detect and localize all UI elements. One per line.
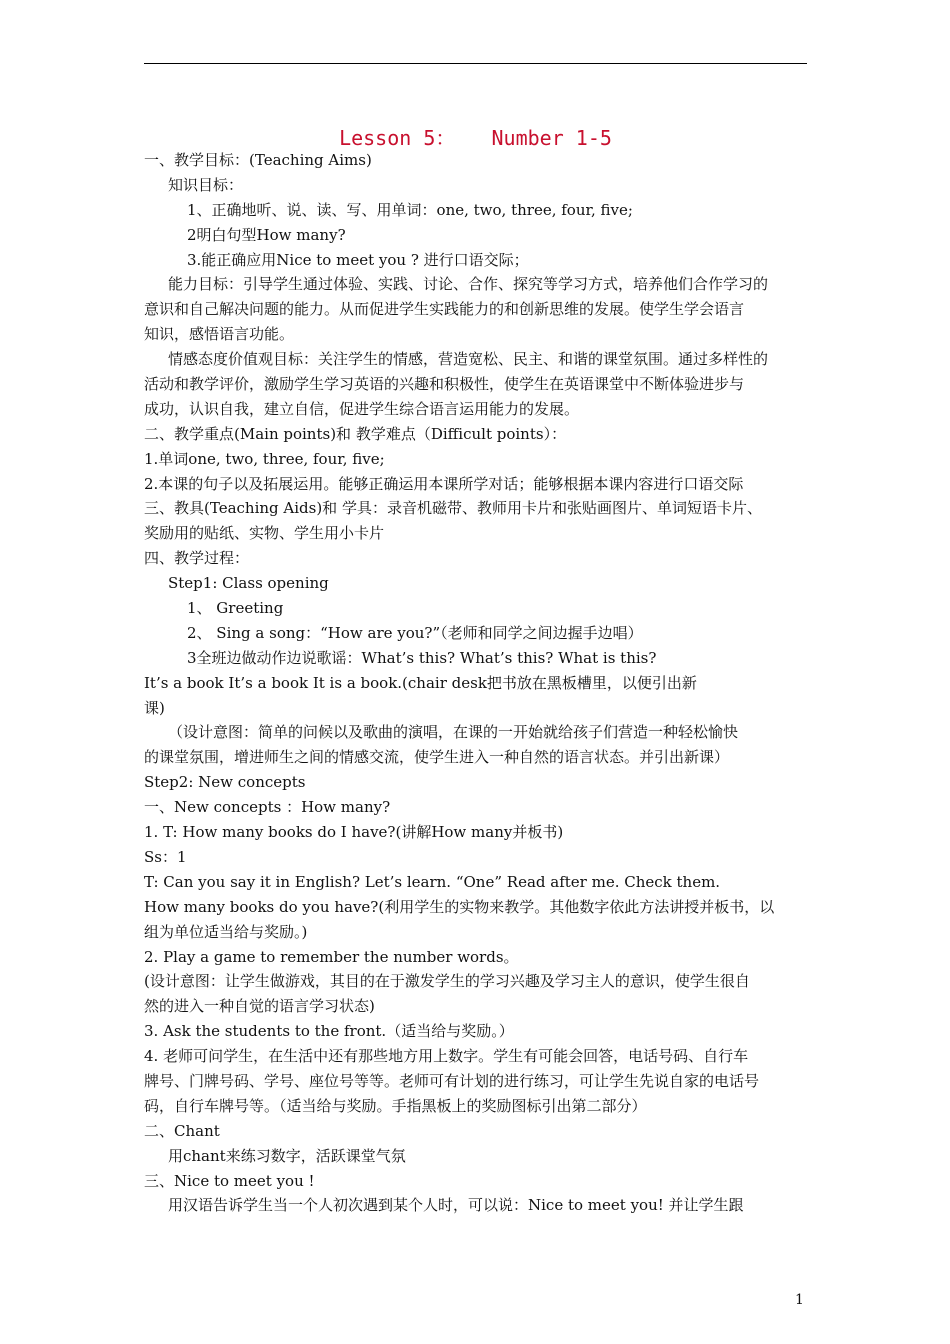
text-line: Ss：1 bbox=[144, 847, 187, 866]
text-line: 课) bbox=[144, 698, 165, 717]
text-line: 1. T: How many books do I have?(讲解How many并板书) bbox=[144, 823, 564, 842]
text-line: 用汉语告诉学生当一个人初次遇到某个人时，可以说：Nice to meet you! 并让学生跟 bbox=[168, 1196, 744, 1215]
text-line: T: Can you say it in English? Let’s learn. “One” Read after me. Check them. bbox=[144, 872, 721, 891]
text-line: 知识目标： bbox=[168, 175, 244, 194]
text-line: 1、正确地听、说、读、写、用单词：one, two, three, four, five; bbox=[187, 200, 633, 219]
text-line: 活动和教学评价，激励学生学习英语的兴趣和积极性，使学生在英语课堂中不断体验进步与 bbox=[144, 375, 745, 394]
text-line: Step1: Class opening bbox=[168, 574, 329, 593]
text-line: 三、Nice to meet you ! bbox=[144, 1171, 315, 1190]
text-line: 然的进入一种自觉的语言学习状态) bbox=[144, 997, 375, 1016]
text-line: Step2: New concepts bbox=[144, 773, 306, 792]
text-line: 成功，认识自我，建立自信，促进学生综合语言运用能力的发展。 bbox=[144, 399, 580, 418]
text-line: 2.本课的句子以及拓展运用。能够正确运用本课所学对话；能够根据本课内容进行口语交际 bbox=[144, 474, 744, 493]
text-line: 1、 Greeting bbox=[187, 599, 284, 618]
text-line: 一、New concepts ：How many? bbox=[144, 798, 391, 817]
text-line: 组为单位适当给与奖励。) bbox=[144, 922, 308, 941]
lesson-plan-body bbox=[144, 148, 807, 1218]
text-line: How many books do you have?(利用学生的实物来教学。其他数字依此方法讲授并板书，以 bbox=[144, 897, 775, 916]
header-rule bbox=[144, 63, 807, 64]
lesson-title: Lesson 5： Number 1-5 bbox=[339, 126, 612, 150]
text-line: 情感态度价值观目标：关注学生的情感，营造宽松、民主、和谐的课堂氛围。通过多样性的 bbox=[168, 350, 769, 369]
text-line: （设计意图：简单的问候以及歌曲的演唱，在课的一开始就给孩子们营造一种轻松愉快 bbox=[168, 723, 739, 742]
text-line: 二、教学重点(Main points)和 教学难点（Difficult points）： bbox=[144, 424, 567, 443]
text-line: 三、教具(Teaching Aids)和 学具：录音机磁带、教师用卡片和张贴画图片、单词短语卡片、 bbox=[144, 499, 762, 518]
text-line: 能力目标：引导学生通过体验、实践、讨论、合作、探究等学习方式，培养他们合作学习的 bbox=[168, 275, 769, 294]
text-line: 3. Ask the students to the front.（适当给与奖励。） bbox=[144, 1022, 514, 1041]
page-number: 1 bbox=[795, 1292, 804, 1308]
text-line: 二、Chant bbox=[144, 1121, 220, 1140]
text-line: It’s a book It’s a book It is a book.(chair desk把书放在黑板槽里，以便引出新 bbox=[144, 673, 697, 692]
text-line: (设计意图：让学生做游戏，其目的在于激发学生的学习兴趣及学习主人的意识，使学生很自 bbox=[144, 972, 750, 991]
text-line: 码，自行车牌号等。（适当给与奖励。手指黑板上的奖励图标引出第二部分） bbox=[144, 1096, 647, 1115]
text-line: 的课堂氛围，增进师生之间的情感交流，使学生进入一种自然的语言状态。并引出新课） bbox=[144, 748, 730, 767]
text-line: 意识和自己解决问题的能力。从而促进学生实践能力的和创新思维的发展。使学生学会语言 bbox=[144, 300, 745, 319]
text-line: 4. 老师可问学生，在生活中还有那些地方用上数字。学生有可能会回答，电话号码、自行车 bbox=[144, 1047, 749, 1066]
text-line: 四、教学过程： bbox=[144, 549, 250, 568]
text-line: 2、 Sing a song：“How are you?”（老师和同学之间边握手边唱） bbox=[187, 623, 643, 642]
text-line: 知识，感悟语言功能。 bbox=[144, 325, 295, 344]
text-line: 1.单词one, two, three, four, five; bbox=[144, 449, 385, 468]
text-line: 奖励用的贴纸、实物、学生用小卡片 bbox=[144, 524, 385, 543]
text-line: 牌号、门牌号码、学号、座位号等等。老师可有计划的进行练习，可让学生先说自家的电话号 bbox=[144, 1071, 760, 1090]
text-line: 2明白句型How many? bbox=[187, 225, 346, 244]
text-line: 用chant来练习数字，活跃课堂气氛 bbox=[168, 1146, 406, 1165]
text-line: 3全班边做动作边说歌谣：What’s this? What’s this? What is this? bbox=[187, 648, 657, 667]
text-line: 2. Play a game to remember the number words。 bbox=[144, 947, 519, 966]
text-line: 一、教学目标：(Teaching Aims) bbox=[144, 151, 372, 169]
text-line: 3.能正确应用Nice to meet you ? 进行口语交际； bbox=[187, 250, 529, 269]
